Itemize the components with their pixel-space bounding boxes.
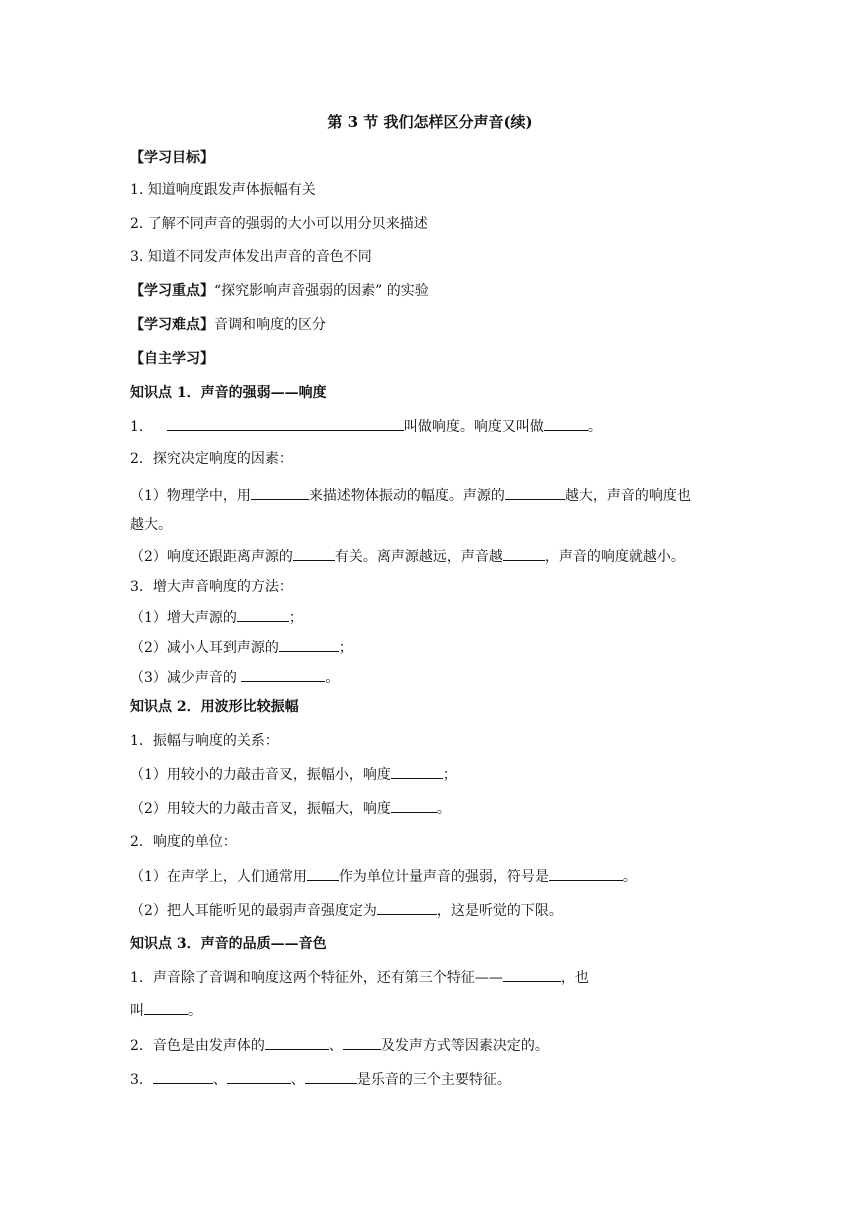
k3-heading: 知识点 3．声音的品质——音色 xyxy=(130,936,327,952)
goal-item: 2. 了解不同声音的强弱的大小可以用分贝来描述 xyxy=(130,216,428,232)
k3-q3-text-d: 是乐音的三个主要特征。 xyxy=(356,1072,511,1088)
k1-q2-1-text-c: 越大，声音的响度也 xyxy=(564,488,691,504)
k2-q2-1 xyxy=(130,866,637,887)
answer-blank[interactable] xyxy=(305,1069,357,1084)
goals-header: 【学习目标】 xyxy=(130,150,214,166)
goal-item: 3. 知道不同发声体发出声音的音色不同 xyxy=(130,249,372,265)
answer-blank[interactable] xyxy=(391,798,437,813)
k2-heading: 知识点 2．用波形比较振幅 xyxy=(130,699,299,715)
k2-q2-1-text-a: （1）在声学上，人们通常用 xyxy=(130,869,307,885)
k3-q2-text-b: 、 xyxy=(328,1038,343,1054)
answer-blank[interactable] xyxy=(549,866,623,881)
k3-q2 xyxy=(130,1035,549,1056)
k3-q2-text-c: 及发声方式等因素决定的。 xyxy=(380,1038,549,1054)
key-point-line xyxy=(130,281,429,301)
k1-q2-1-text-a: （1）物理学中，用 xyxy=(130,488,251,504)
k1-q3: 3．增大声音响度的方法： xyxy=(130,579,293,595)
k1-q1-text-b: 。 xyxy=(587,419,602,435)
k1-q3-3-text-a: （3）减少声音的 xyxy=(130,670,242,686)
k3-q3-text-c: 、 xyxy=(290,1072,305,1088)
answer-blank[interactable] xyxy=(265,1035,329,1050)
answer-blank[interactable] xyxy=(251,485,309,500)
answer-blank[interactable] xyxy=(503,546,545,561)
k1-q3-2 xyxy=(130,637,353,658)
k1-q3-1-text-a: （1）增大声源的 xyxy=(130,610,237,626)
k2-q1-2-text-a: （2）用较大的力敲击音叉，振幅大，响度 xyxy=(130,801,391,817)
k3-q1-text-b: ，也 xyxy=(560,970,589,986)
answer-blank[interactable] xyxy=(503,967,561,982)
k3-q1 xyxy=(130,967,589,988)
difficulty-line xyxy=(130,315,326,335)
k1-q3-3-text-b: 。 xyxy=(325,670,340,686)
answer-blank[interactable] xyxy=(227,1069,291,1084)
difficulty-label: 【学习难点】 xyxy=(130,317,214,333)
k2-q2: 2．响度的单位： xyxy=(130,834,237,850)
self-study-header: 【自主学习】 xyxy=(130,351,214,367)
k3-q2-text-a: 2．音色是由发声体的 xyxy=(130,1038,265,1054)
k1-heading: 知识点 1．声音的强弱——响度 xyxy=(130,385,327,401)
k1-q2-2-text-a: （2）响度还跟距离声源的 xyxy=(130,549,293,565)
k1-q2-1 xyxy=(130,485,691,506)
key-point-label: 【学习重点】 xyxy=(130,283,214,299)
answer-blank[interactable] xyxy=(279,637,339,652)
answer-blank[interactable] xyxy=(377,900,437,915)
k2-q2-2 xyxy=(130,900,563,921)
answer-blank[interactable] xyxy=(391,764,443,779)
k1-q3-2-text-a: （2）减小人耳到声源的 xyxy=(130,640,279,656)
k2-q1-1-text-b: ； xyxy=(442,767,457,783)
k1-q3-2-text-b: ； xyxy=(338,640,353,656)
k2-q2-2-text-a: （2）把人耳能听见的最弱声音强度定为 xyxy=(130,903,377,919)
k1-q2-1-text-b: 来描述物体振动的幅度。声源的 xyxy=(308,488,505,504)
k3-q1-text-a: 1．声音除了音调和响度这两个特征外，还有第三个特征—— xyxy=(130,970,503,986)
k3-q1-cont xyxy=(130,1000,202,1021)
answer-blank[interactable] xyxy=(153,1069,213,1084)
k1-q2: 2．探究决定响度的因素： xyxy=(130,451,293,467)
answer-blank[interactable] xyxy=(241,667,325,682)
k2-q1-2 xyxy=(130,798,451,819)
k1-q2-2 xyxy=(130,546,685,567)
k3-q1-cont-text-b: 。 xyxy=(188,1003,202,1019)
k3-q1-cont-text-a: 叫 xyxy=(130,1003,144,1019)
difficulty-text: 音调和响度的区分 xyxy=(214,317,326,333)
k1-q1-text-a: 叫做响度。响度又叫做 xyxy=(403,419,544,435)
k1-q1 xyxy=(130,416,602,437)
k1-q1-num: 1． xyxy=(130,419,153,435)
k1-q2-2-text-c: ，声音的响度就越小。 xyxy=(544,549,685,565)
k1-q3-1-text-b: ； xyxy=(288,610,303,626)
page-title: 第 3 节 我们怎样区分声音(续) xyxy=(327,113,533,131)
answer-blank[interactable] xyxy=(307,866,339,881)
k2-q1: 1．振幅与响度的关系： xyxy=(130,733,279,749)
k3-q3-text-a: 3． xyxy=(130,1072,153,1088)
k2-q1-2-text-b: 。 xyxy=(436,801,451,817)
k2-q1-1-text-a: （1）用较小的力敲击音叉，振幅小，响度 xyxy=(130,767,391,783)
k1-q3-1 xyxy=(130,607,303,628)
key-point-text: “探究影响声音强弱的因素” 的实验 xyxy=(214,283,429,299)
k1-q2-2-text-b: 有关。离声源越远，声音越 xyxy=(334,549,503,565)
answer-blank[interactable] xyxy=(237,607,289,622)
k2-q1-1 xyxy=(130,764,457,785)
goal-item: 1. 知道响度跟发声体振幅有关 xyxy=(130,182,316,198)
k2-q2-1-text-c: 。 xyxy=(622,869,637,885)
k1-q3-3 xyxy=(130,667,339,688)
k1-q2-1-cont: 越大。 xyxy=(130,517,172,533)
answer-blank[interactable] xyxy=(167,416,404,431)
answer-blank[interactable] xyxy=(144,1000,188,1015)
k2-q2-2-text-b: ，这是听觉的下限。 xyxy=(436,903,563,919)
k3-q3-text-b: 、 xyxy=(212,1072,227,1088)
k3-q3 xyxy=(130,1069,511,1090)
answer-blank[interactable] xyxy=(505,485,565,500)
answer-blank[interactable] xyxy=(343,1035,381,1050)
k2-q2-1-text-b: 作为单位计量声音的强弱，符号是 xyxy=(338,869,549,885)
answer-blank[interactable] xyxy=(544,416,588,431)
answer-blank[interactable] xyxy=(293,546,335,561)
